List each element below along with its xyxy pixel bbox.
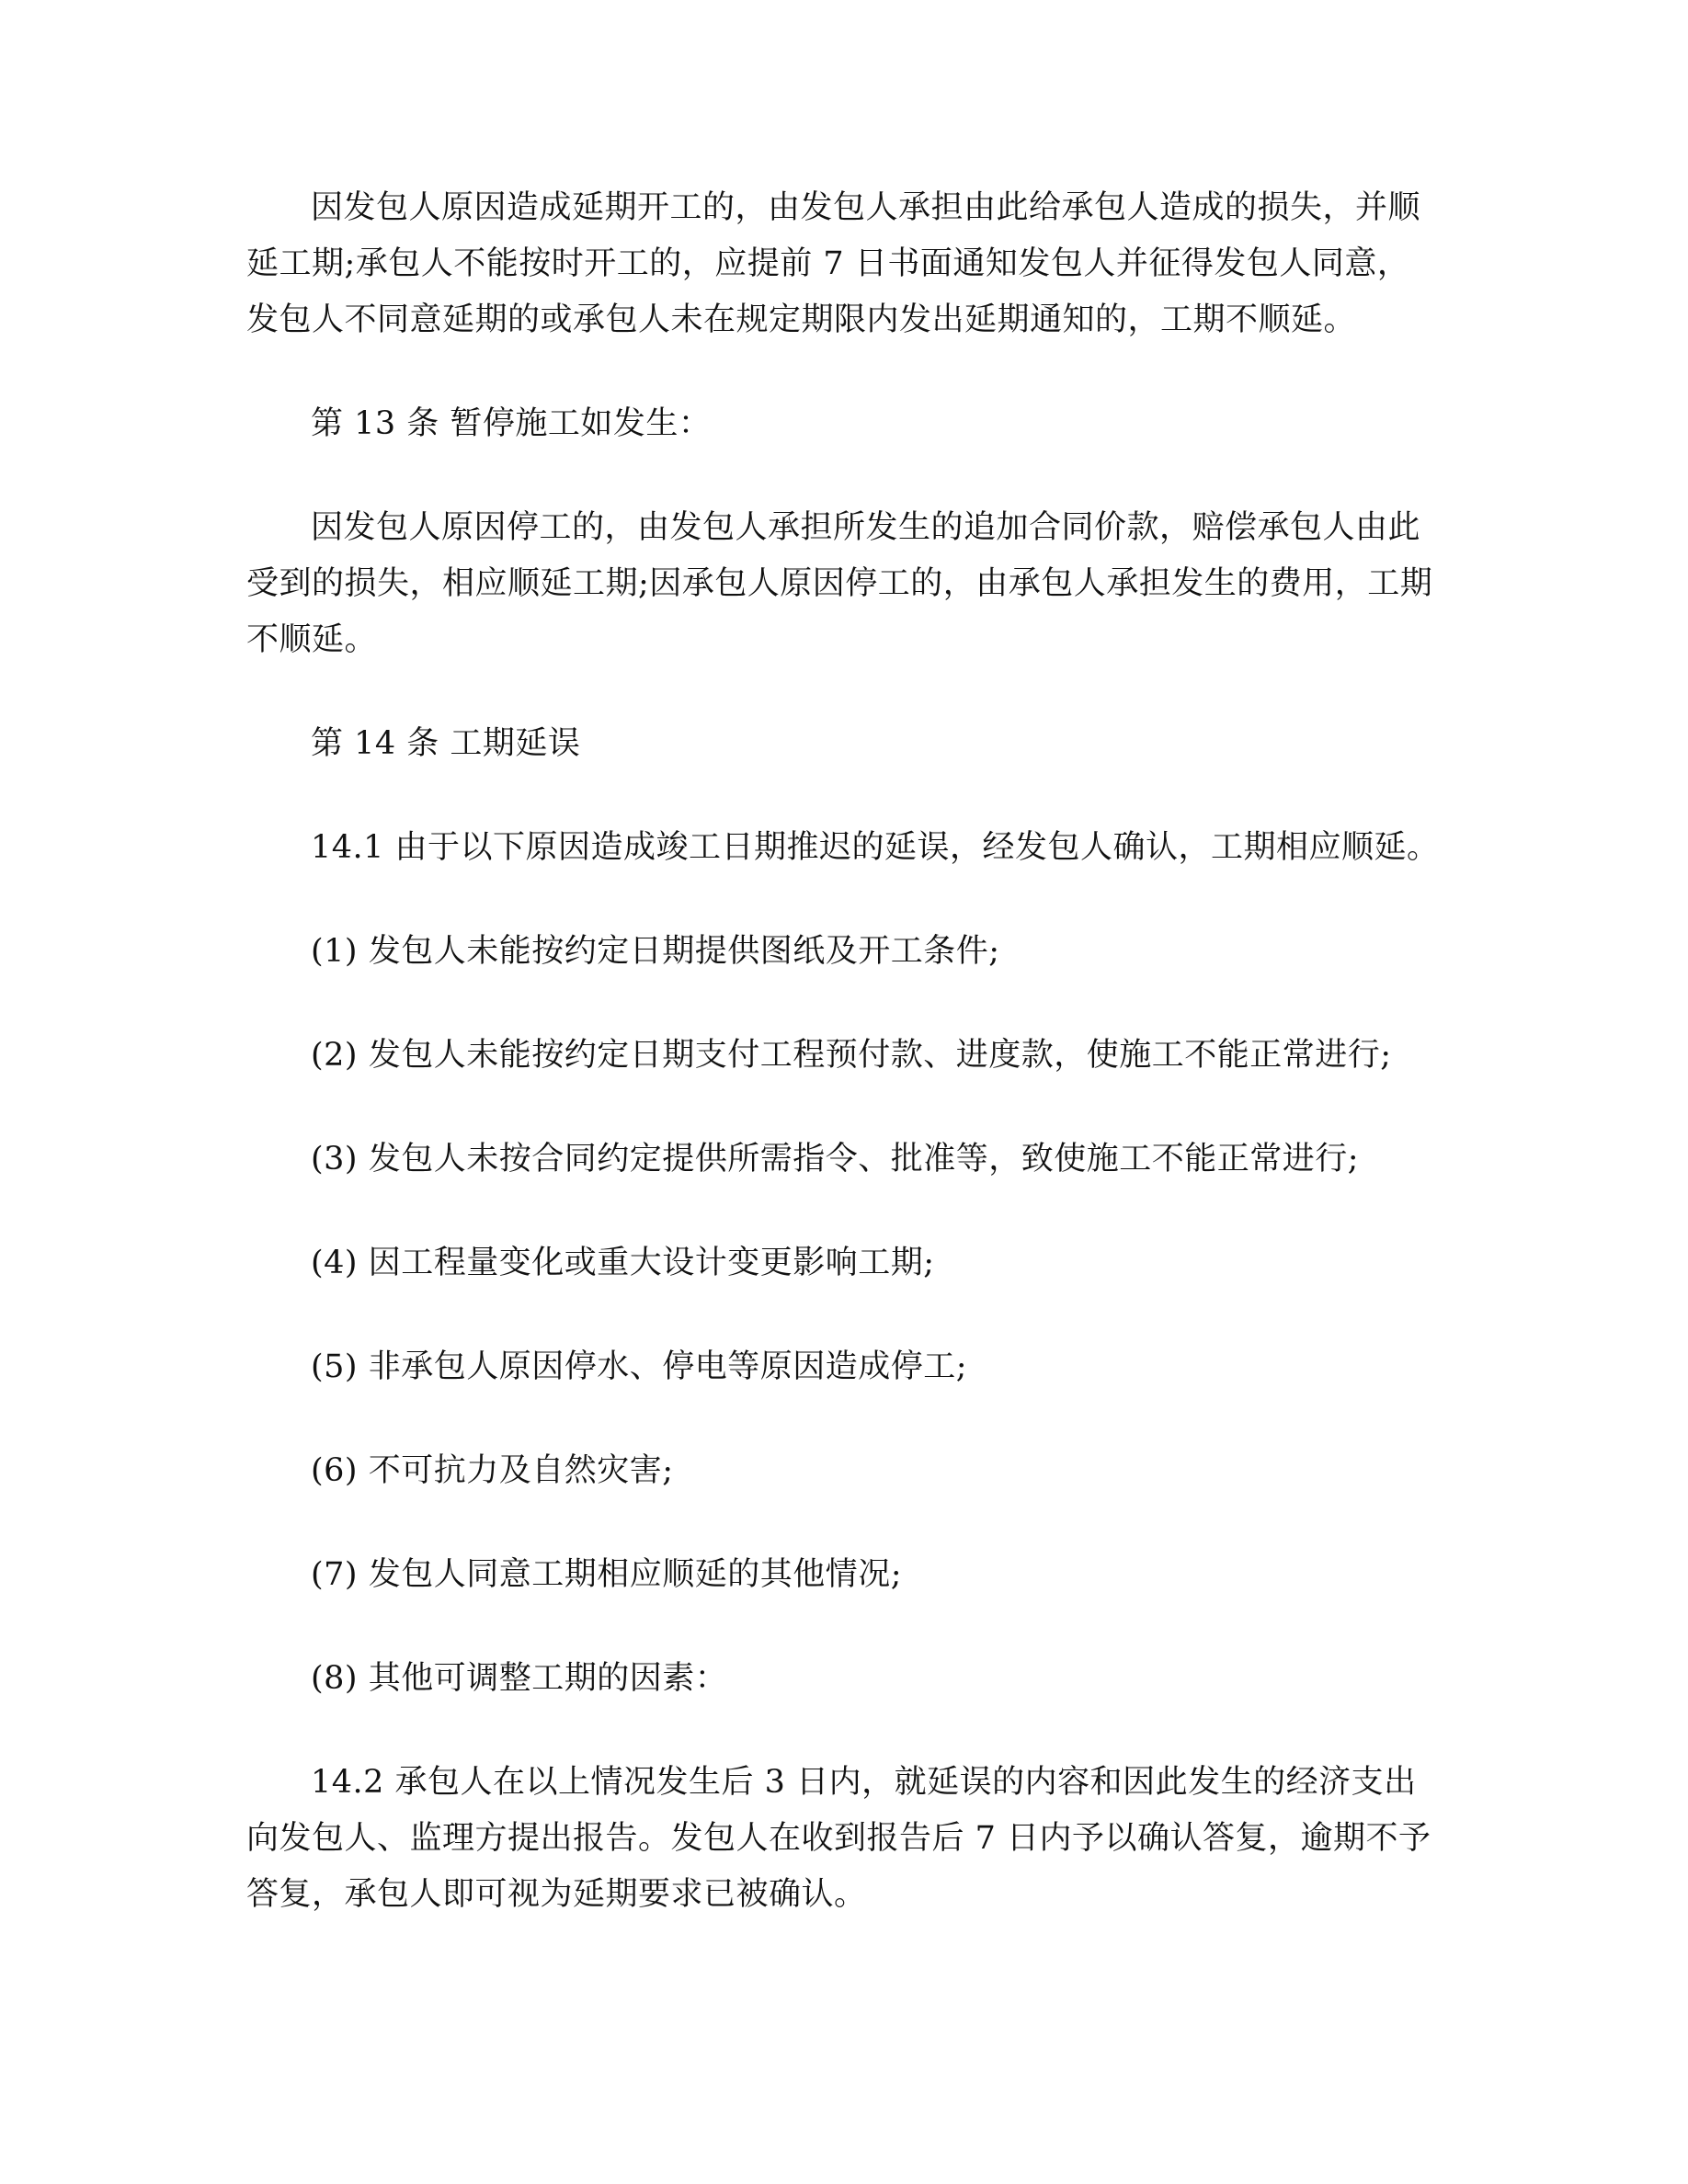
list-item-2: (2) 发包人未能按约定日期支付工程预付款、进度款，使施工不能正常进行;: [311, 1037, 1392, 1074]
heading-article-14: 第 14 条 工期延误: [311, 725, 581, 762]
paragraph-suspension: 因发包人原因停工的，由发包人承担所发生的追加合同价款，赔偿承包人由此受到的损失，相应顺延工期;因承包人原因停工的，由承包人承担发生的费用，工期不顺延。: [246, 509, 1433, 658]
list-item-8: (8) 其他可调整工期的因素：: [311, 1660, 728, 1697]
list-item-3: (3) 发包人未按合同约定提供所需指令、批准等，致使施工不能正常进行;: [311, 1141, 1359, 1177]
clause-14-1: 14.1 由于以下原因造成竣工日期推迟的延误，经发包人确认，工期相应顺延。: [311, 829, 1440, 866]
list-item-7: (7) 发包人同意工期相应顺延的其他情况;: [311, 1556, 902, 1593]
clause-14-2: 14.2 承包人在以上情况发生后 3 日内，就延误的内容和因此发生的经济支出向发包人、监理方提出报告。发包人在收到报告后 7 日内予以确认答复，逾期不予答复，承包人即可视为延期要求已被确认。: [246, 1764, 1431, 1913]
list-item-5: (5) 非承包人原因停水、停电等原因造成停工;: [311, 1348, 967, 1385]
heading-article-13: 第 13 条 暂停施工如发生：: [311, 405, 712, 442]
paragraph-delayed-start: 因发包人原因造成延期开工的，由发包人承担由此给承包人造成的损失，并顺延工期;承包人不能按时开工的，应提前 7 日书面通知发包人并征得发包人同意，发包人不同意延期的或承包人未在规定期限内发出延期通知的，工期不顺延。: [246, 189, 1421, 338]
document-body: [246, 180, 1442, 1923]
list-item-6: (6) 不可抗力及自然灾害;: [311, 1452, 674, 1489]
list-item-4: (4) 因工程量变化或重大设计变更影响工期;: [311, 1245, 935, 1281]
list-item-1: (1) 发包人未能按约定日期提供图纸及开工条件;: [311, 933, 1000, 970]
